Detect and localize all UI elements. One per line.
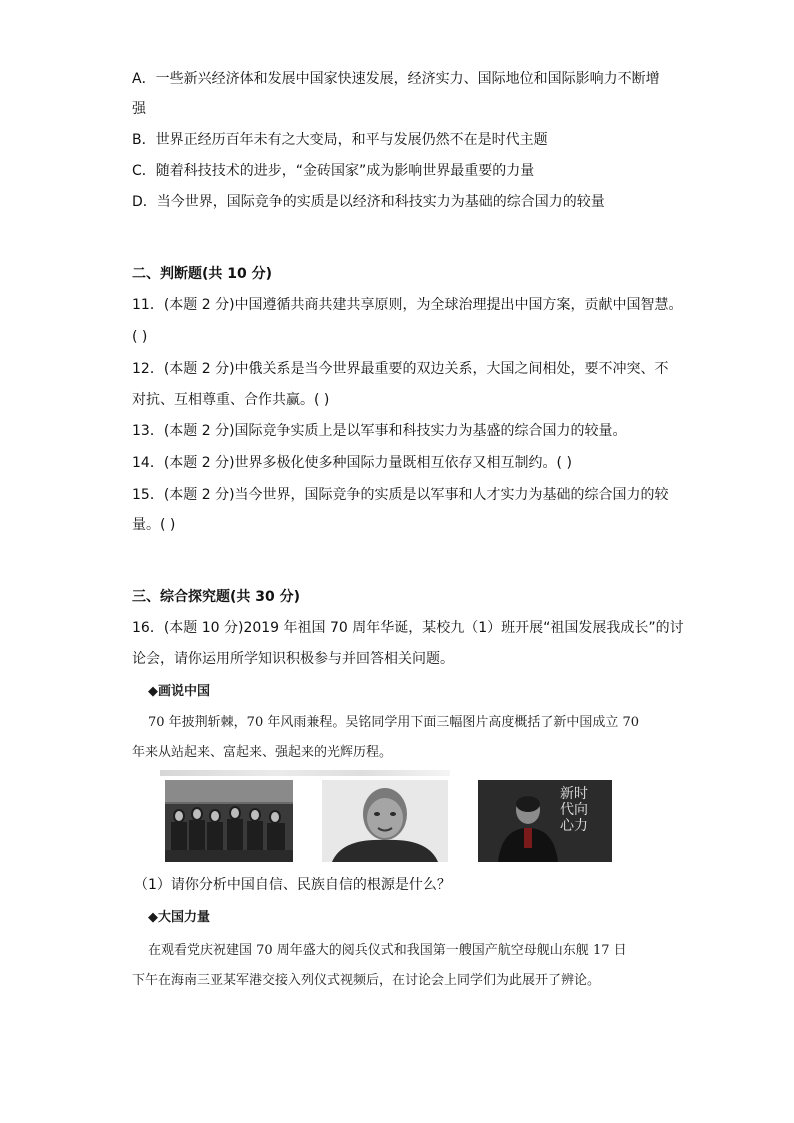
question-11-line1: 11．(本题 2 分)中国遵循共商共建共享原则，为全球治理提出中国方案，贡献中国智慧。: [132, 297, 683, 313]
photo-new-era: [478, 780, 612, 862]
subsection-paragraph-line1: 70 年披荆斩棘，70 年风雨兼程。吴铭同学用下面三幅图片高度概括了新中国成立 70: [148, 715, 640, 730]
question-14: 14．(本题 2 分)世界多极化使多种国际力量既相互依存又相互制约。( ): [132, 455, 572, 471]
question-15-line2: 量。( ): [132, 517, 176, 533]
sub-question-1: （1）请你分析中国自信、民族自信的根源是什么？: [134, 877, 451, 893]
photo-caption: 新时代向心力: [560, 786, 588, 834]
question-16-line1: 16．(本题 10 分)2019 年祖国 70 周年华诞，某校九（1）班开展“祖国发展我成长”的讨: [132, 620, 684, 636]
question-13: 13．(本题 2 分)国际竞争实质上是以军事和科技实力为基盛的综合国力的较量。: [132, 423, 627, 439]
photo-founding-ceremony: [165, 780, 293, 862]
option-a-line2: 强: [132, 101, 146, 117]
subsection2-paragraph-line2: 下午在海南三亚某军港交接入列仪式视频后，在讨论会上同学们为此展开了辨论。: [132, 973, 601, 988]
subsection-paragraph-line2: 年来从站起来、富起来、强起来的光辉历程。: [132, 745, 393, 760]
subsection-title-daguo: ◆大国力量: [148, 910, 210, 925]
option-d: D．当今世界，国际竞争的实质是以经济和科技实力为基础的综合国力的较量: [132, 194, 605, 210]
option-a-line1: A．一些新兴经济体和发展中国家快速发展，经济实力、国际地位和国际影响力不断增: [132, 71, 660, 87]
question-12-line1: 12．(本题 2 分)中俄关系是当今世界最重要的双边关系，大国之间相处，要不冲突、不: [132, 361, 669, 377]
section-2-heading: 二、判断题(共 10 分): [132, 266, 273, 282]
question-12-line2: 对抗、互相尊重、合作共赢。( ): [132, 392, 330, 408]
section-3-heading: 三、综合探究题(共 30 分): [132, 589, 301, 605]
question-11-line2: ( ): [132, 329, 148, 345]
question-16-line2: 论会，请你运用所学知识积极参与并回答相关问题。: [132, 651, 454, 667]
option-b: B．世界正经历百年未有之大变局，和平与发展仍然不在是时代主题: [132, 132, 548, 148]
question-15-line1: 15．(本题 2 分)当今世界，国际竞争的实质是以军事和人才实力为基础的综合国力的较: [132, 487, 669, 503]
photo-portrait: [322, 780, 448, 862]
scan-smudge: [160, 770, 450, 776]
subsection-title-huashuo: ◆画说中国: [148, 684, 210, 699]
subsection2-paragraph-line1: 在观看党庆祝建国 70 周年盛大的阅兵仪式和我国第一艘国产航空母舰山东舰 17 日: [148, 943, 627, 958]
option-c: C．随着科技技术的进步，“金砖国家”成为影响世界最重要的力量: [132, 163, 535, 179]
